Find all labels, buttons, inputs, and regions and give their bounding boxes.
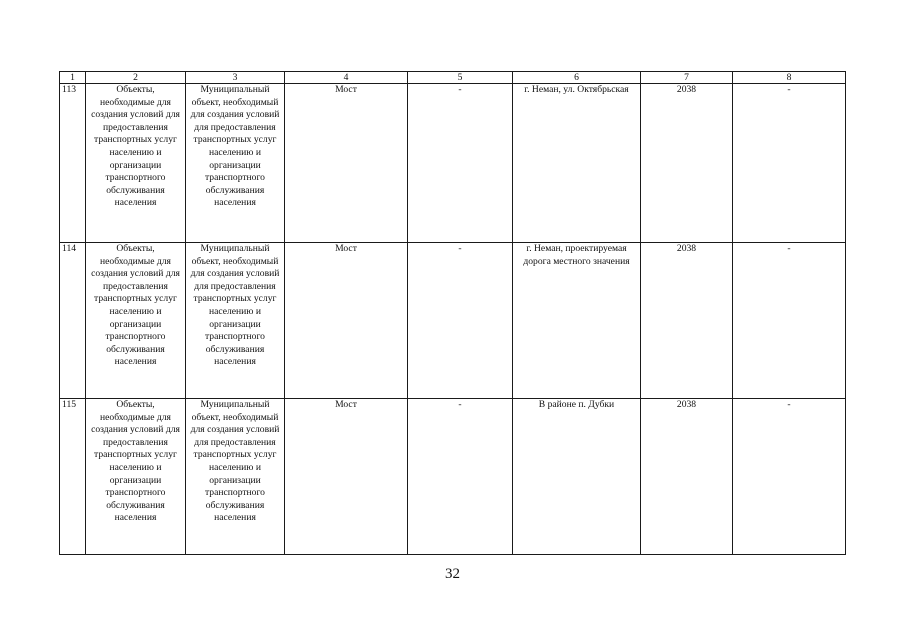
object-location: г. Неман, проектируемая дорога местного значения [513, 243, 641, 399]
object-location: г. Неман, ул. Октябрьская [513, 84, 641, 243]
header-col-6: 6 [513, 72, 641, 84]
object-status: Муниципальный объект, необходимый для создания условий для предоставления транспортных услуг населению и организации транспортного обслуживания населения [186, 243, 285, 399]
object-type: Мост [285, 243, 408, 399]
header-col-4: 4 [285, 72, 408, 84]
table-row [60, 243, 846, 399]
row-number: 113 [60, 84, 86, 243]
object-year: 2038 [641, 84, 733, 243]
header-col-2: 2 [86, 72, 186, 84]
header-row [60, 72, 846, 84]
header-col-7: 7 [641, 72, 733, 84]
object-year: 2038 [641, 399, 733, 555]
object-status: Муниципальный объект, необходимый для создания условий для предоставления транспортных услуг населению и организации транспортного обслуживания населения [186, 399, 285, 555]
row-number: 115 [60, 399, 86, 555]
column-8-value: - [733, 243, 846, 399]
column-5-value: - [408, 243, 513, 399]
object-location: В районе п. Дубки [513, 399, 641, 555]
object-purpose: Объекты, необходимые для создания условий для предоставления транспортных услуг населению и организации транспортного обслуживания населения [86, 84, 186, 243]
objects-table [59, 71, 846, 555]
header-col-1: 1 [60, 72, 86, 84]
header-col-5: 5 [408, 72, 513, 84]
column-5-value: - [408, 84, 513, 243]
object-status: Муниципальный объект, необходимый для создания условий для предоставления транспортных услуг населению и организации транспортного обслуживания населения [186, 84, 285, 243]
object-purpose: Объекты, необходимые для создания условий для предоставления транспортных услуг населению и организации транспортного обслуживания населения [86, 243, 186, 399]
header-col-8: 8 [733, 72, 846, 84]
object-year: 2038 [641, 243, 733, 399]
object-purpose: Объекты, необходимые для создания условий для предоставления транспортных услуг населению и организации транспортного обслуживания населения [86, 399, 186, 555]
column-8-value: - [733, 84, 846, 243]
object-type: Мост [285, 84, 408, 243]
page-number: 32 [445, 566, 460, 582]
table-row [60, 399, 846, 555]
column-5-value: - [408, 399, 513, 555]
object-type: Мост [285, 399, 408, 555]
column-8-value: - [733, 399, 846, 555]
row-number: 114 [60, 243, 86, 399]
header-col-3: 3 [186, 72, 285, 84]
table-row [60, 84, 846, 243]
